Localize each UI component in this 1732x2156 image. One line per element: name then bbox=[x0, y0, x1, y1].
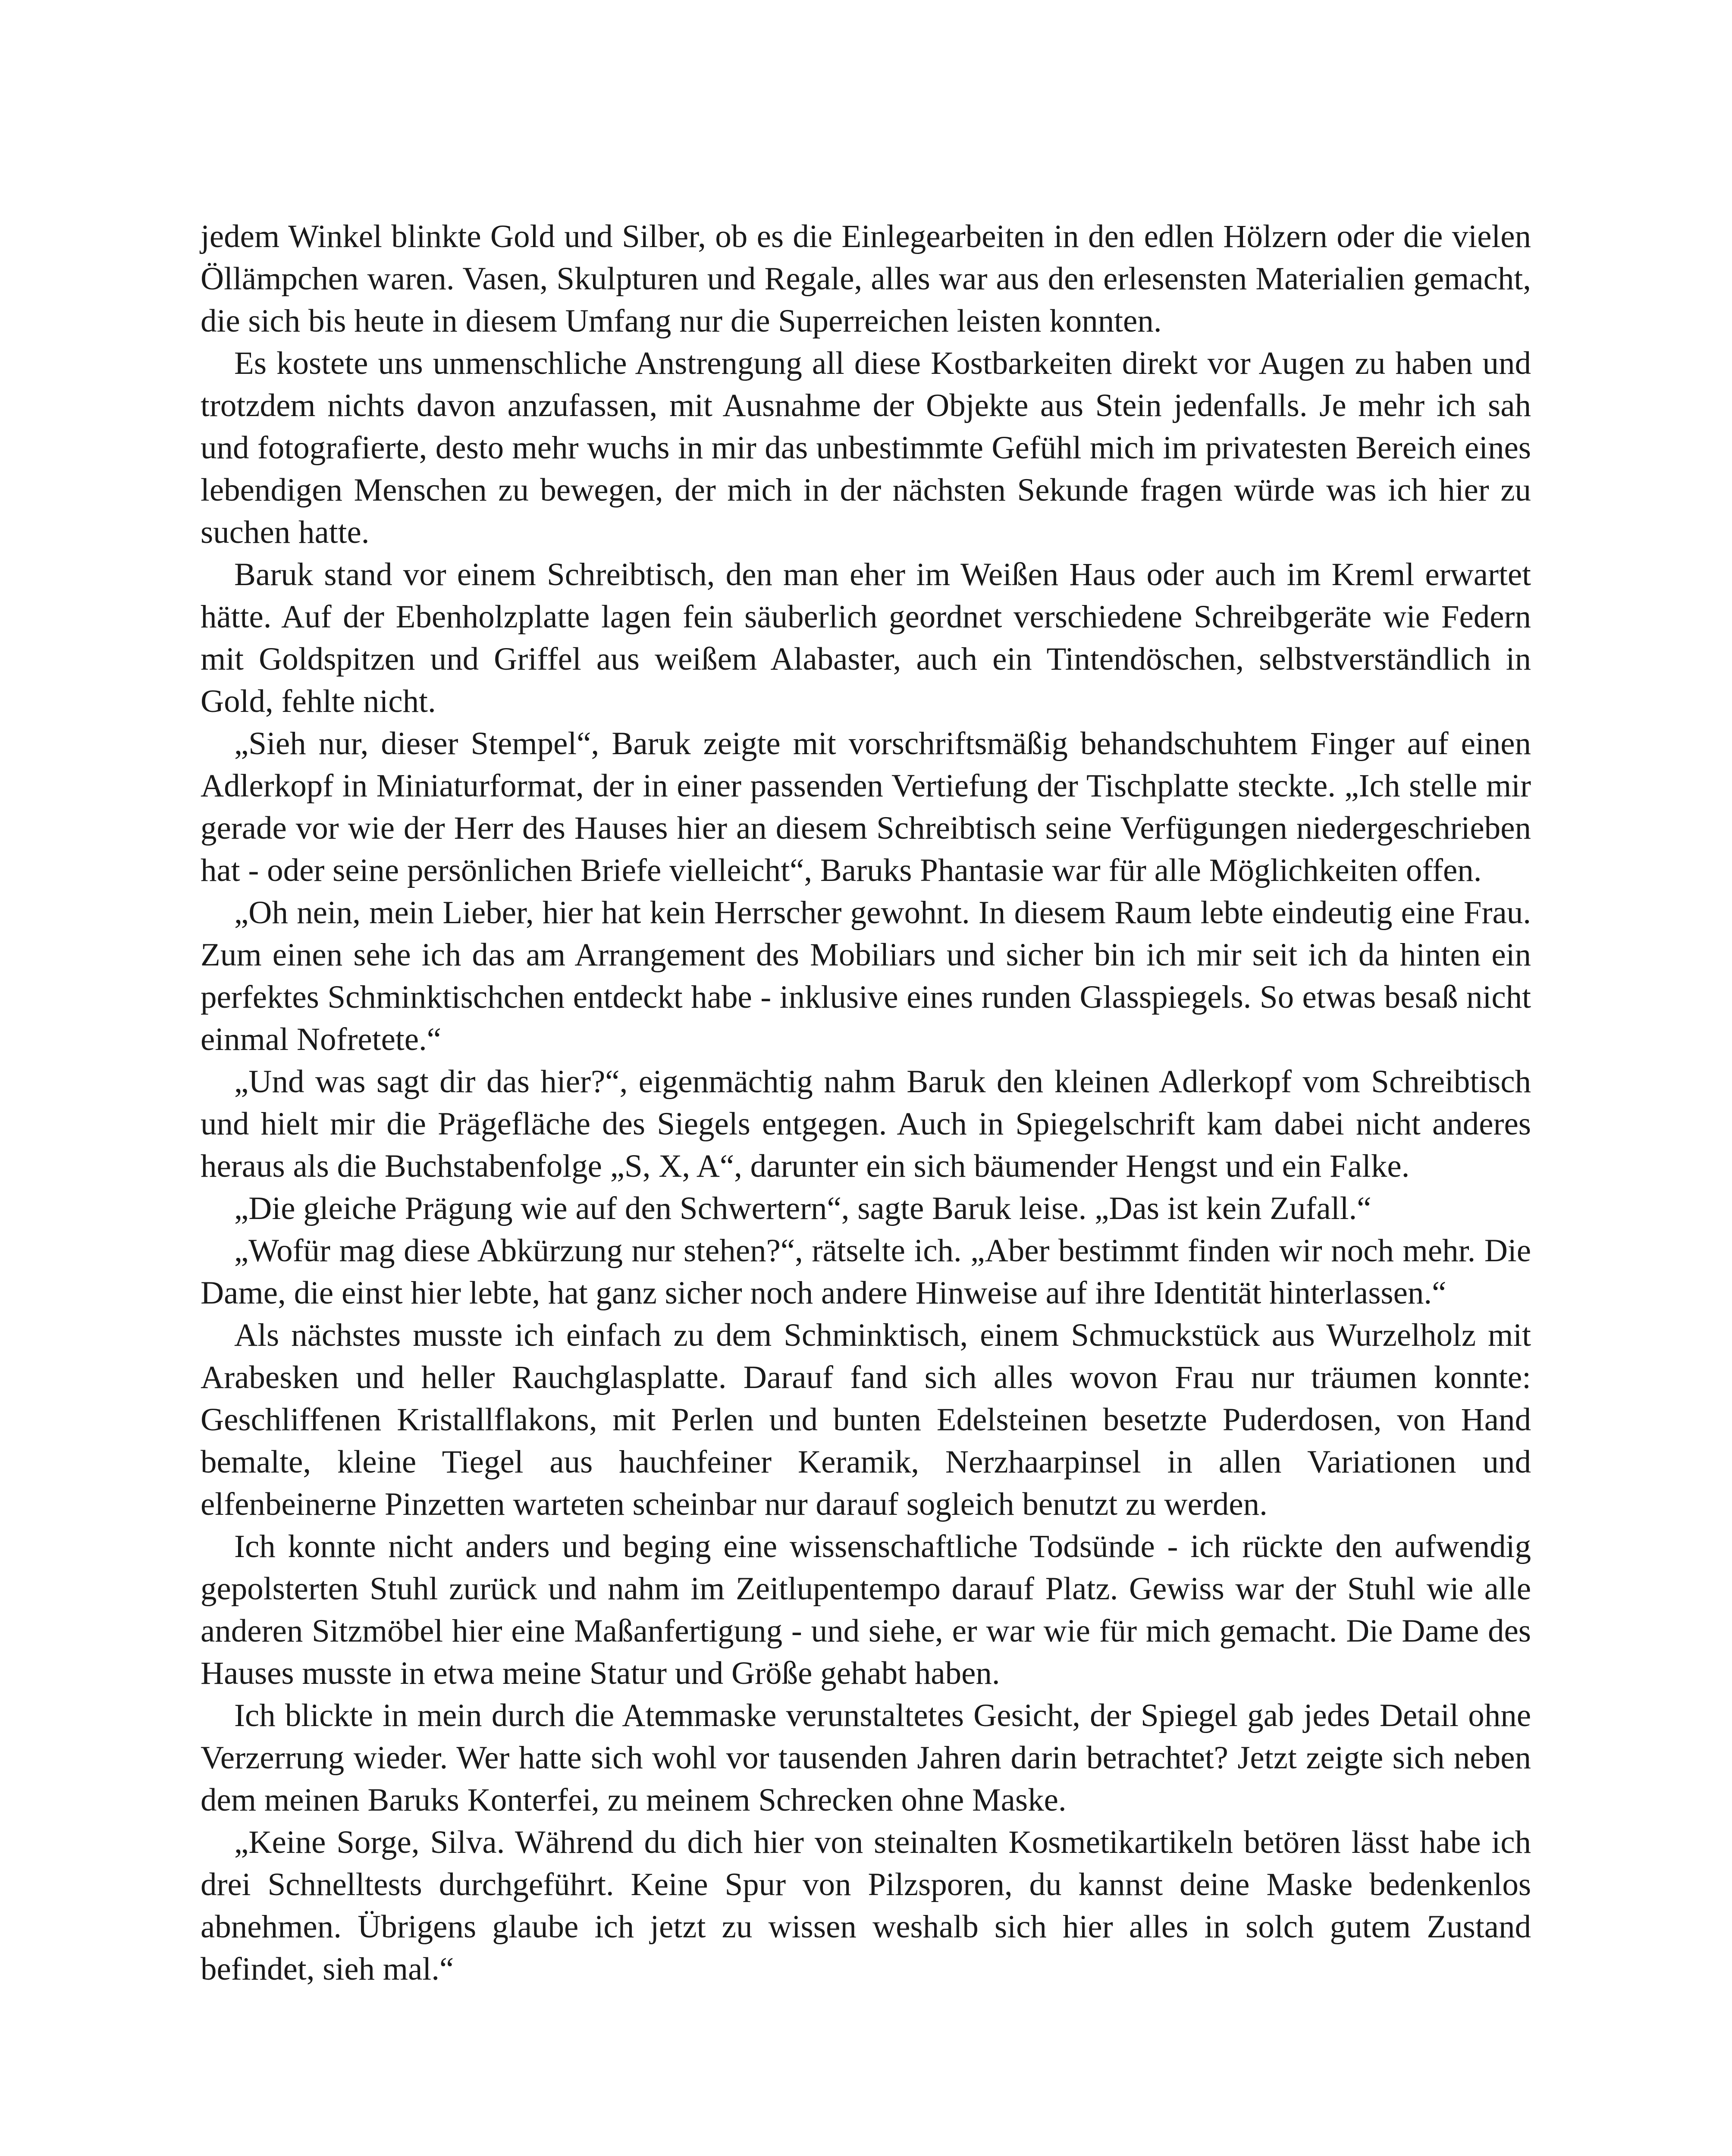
paragraph: Ich blickte in mein durch die Atemmaske verunstaltetes Gesicht, der Spiegel gab jedes Detail ohne Verzerrung wieder. Wer hatte sich wohl vor tausenden Jahren darin betrachtet? Jetzt zeigte sich neben dem meinen Baruks Konterfei, zu meinem Schrecken ohne Maske. bbox=[201, 1698, 1531, 1818]
paragraph: Als nächstes musste ich einfach zu dem Schminktisch, einem Schmuckstück aus Wurzelholz mit Arabesken und heller Rauchglasplatte. Darauf fand sich alles wovon Frau nur träumen konnte: Geschliffenen Kristallflakons, mit Perlen und bunten Edelsteinen besetzte Puderdosen, von Hand bemalte, kleine Tiegel aus hauchfeiner Keramik, Nerzhaarpinsel in allen Variationen und elfenbeinerne Pinzetten warteten scheinbar nur darauf sogleich benutzt zu werden. bbox=[201, 1317, 1531, 1522]
paragraph: „Sieh nur, dieser Stempel“, Baruk zeigte mit vorschriftsmäßig behandschuhtem Finger auf einen Adlerkopf in Miniaturformat, der in einer passenden Vertiefung der Tischplatte steckte. „Ich stelle mir gerade vor wie der Herr des Hauses hier an diesem Schreibtisch seine Verfügungen niedergeschrieben hat - oder seine persönlichen Briefe vielleicht“, Baruks Phantasie war für alle Möglichkeiten offen. bbox=[201, 726, 1531, 888]
paragraph: „Die gleiche Prägung wie auf den Schwertern“, sagte Baruk leise. „Das ist kein Zufall.“ bbox=[234, 1191, 1371, 1226]
body-text bbox=[201, 216, 1531, 1990]
paragraph: „Wofür mag diese Abkürzung nur stehen?“, rätselte ich. „Aber bestimmt finden wir noch mehr. Die Dame, die einst hier lebte, hat ganz sicher noch andere Hinweise auf ihre Identität hinterlassen.“ bbox=[201, 1233, 1531, 1311]
paragraph: „Und was sagt dir das hier?“, eigenmächtig nahm Baruk den kleinen Adlerkopf vom Schreibtisch und hielt mir die Prägefläche des Siegels entgegen. Auch in Spiegelschrift kam dabei nicht anderes heraus als die Buchstabenfolge „S, X, A“, darunter ein sich bäumender Hengst und ein Falke. bbox=[201, 1064, 1531, 1184]
paragraph: „Keine Sorge, Silva. Während du dich hier von steinalten Kosmetikartikeln betören lässt habe ich drei Schnelltests durchgeführt. Keine Spur von Pilzsporen, du kannst deine Maske bedenkenlos abnehmen. Übrigens glaube ich jetzt zu wissen weshalb sich hier alles in solch gutem Zustand befindet, sieh mal.“ bbox=[201, 1824, 1531, 1987]
paragraph: jedem Winkel blinkte Gold und Silber, ob es die Einlegearbeiten in den edlen Hölzern oder die vielen Öllämpchen waren. Vasen, Skulpturen und Regale, alles war aus den erlesensten Materialien gemacht, die sich bis heute in diesem Umfang nur die Superreichen leisten konnten. bbox=[201, 219, 1531, 339]
paragraph: „Oh nein, mein Lieber, hier hat kein Herrscher gewohnt. In diesem Raum lebte eindeutig eine Frau. Zum einen sehe ich das am Arrangement des Mobiliars und sicher bin ich mir seit ich da hinten ein perfektes Schminktischchen entdeckt habe - inklusive eines runden Glasspiegels. So etwas besaß nicht einmal Nofretete.“ bbox=[201, 895, 1531, 1057]
paragraph: Es kostete uns unmenschliche Anstrengung all diese Kostbarkeiten direkt vor Augen zu haben und trotzdem nichts davon anzufassen, mit Ausnahme der Objekte aus Stein jedenfalls. Je mehr ich sah und fotografierte, desto mehr wuchs in mir das unbestimmte Gefühl mich im privatesten Bereich eines lebendigen Menschen zu bewegen, der mich in der nächsten Sekunde fragen würde was ich hier zu suchen hatte. bbox=[201, 345, 1531, 550]
paragraph: Ich konnte nicht anders und beging eine wissenschaftliche Todsünde - ich rückte den aufwendig gepolsterten Stuhl zurück und nahm im Zeitlupentempo darauf Platz. Gewiss war der Stuhl wie alle anderen Sitzmöbel hier eine Maßanfertigung - und siehe, er war wie für mich gemacht. Die Dame des Hauses musste in etwa meine Statur und Größe gehabt haben. bbox=[201, 1529, 1531, 1691]
paragraph: Baruk stand vor einem Schreibtisch, den man eher im Weißen Haus oder auch im Kreml erwartet hätte. Auf der Ebenholzplatte lagen fein säuberlich geordnet verschiedene Schreibgeräte wie Federn mit Goldspitzen und Griffel aus weißem Alabaster, auch ein Tintendöschen, selbstverständlich in Gold, fehlte nicht. bbox=[201, 557, 1531, 719]
